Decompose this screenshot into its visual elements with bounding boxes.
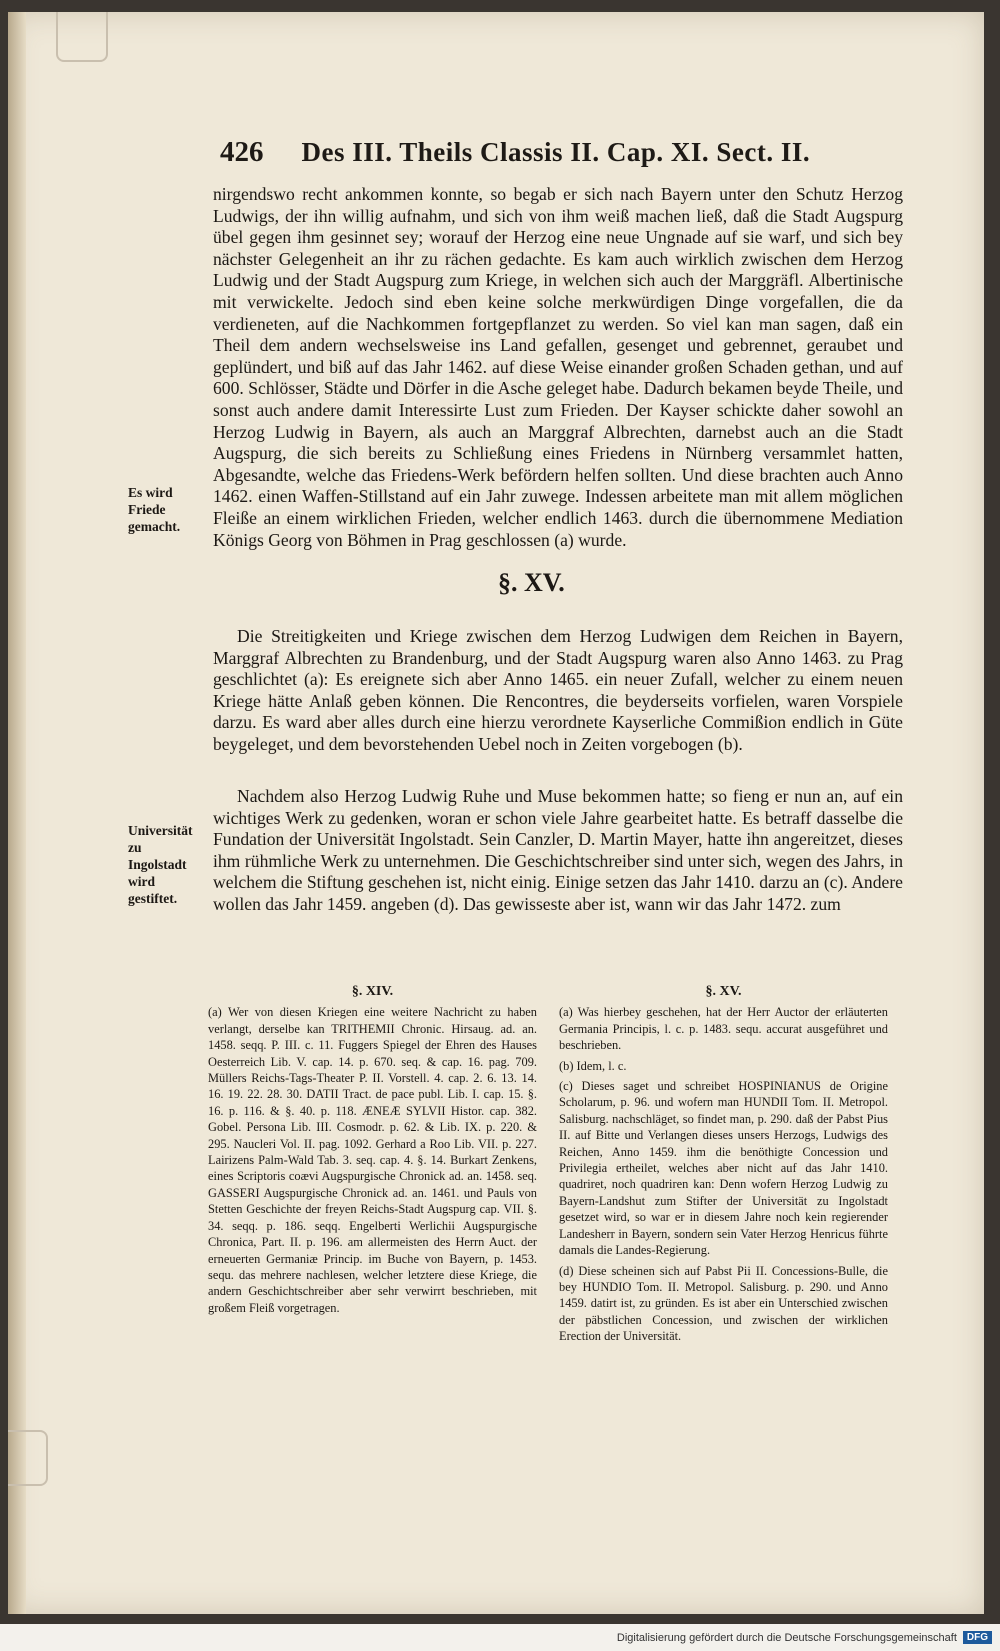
footnotes-right-column [559,984,888,1349]
running-title: Des III. Theils Classis II. Cap. XI. Sect. II. [301,137,811,167]
bottom-clip-mark [8,1430,48,1486]
section-heading: §. XV. [498,568,565,597]
book-page [8,12,984,1614]
top-clip-mark [56,12,108,62]
dfg-logo: DFG [963,1631,992,1644]
footnote-entry: (b) Idem, l. c. [559,1058,627,1073]
page-spine-edge [8,12,26,1614]
body-paragraph-2: Die Streitigkeiten und Kriege zwischen dem Herzog Ludwigen dem Reichen in Bayern, Marggraf Albrechten zu Brandenburg, und der Stadt Augspurg waren also Anno 1463. zu Prag geschlichtet (a): Es ereignete sich aber Anno 1465. ein neuer Zufall, welcher zu einem neuen Kriege hätte Anlaß geben können. Die Rencontres, die beyderseits vorfielen, waren Vorspiele darzu. Es ward aber alles durch eine hierzu verordnete Kayserliche Commißion endlich in Güte beygeleget, und dem bevorstehenden Uebel noch in Zeiten vorgebogen (b). [213,626,903,754]
margin-note-university: Universität zu Ingolstadt wird gestiftet. [128,823,193,906]
footnote-heading-right: §. XV. [705,984,742,999]
page-header [220,136,900,169]
footer-credit-text: Digitalisierung gefördert durch die Deutsche Forschungsgemeinschaft [616,1631,957,1644]
footnote-entry: (c) Dieses saget und schreibet HOSPINIANUS de Origine Scholarum, p. 96. und wofern man HUNDII Tom. II. Metropol. Salisburg. nachschläget, so findet man, p. 290. daß der Pabst Pius II. auf Bitte und Verlangen dieses unsers Herzogs, Ludwigs des Reichen, Anno 1459. ihm die benöthigte Concession und Privilegia ertheilet, welches aber nicht auf das Jahr 1410. quadriret, noch quadriren kan: Denn wofern Herzog Ludwig zu Bayern-Landshut zum Stifter der Universität zu Ingolstadt gesetzet wird, so war er in diesem Jahre noch kein regierender Landesherr in Bayern, sondern sein Vater Herzog Henricus führte damals die Landes-Regierung. [559,1079,888,1258]
footnote-entry: (a) Was hierbey geschehen, hat der Herr Auctor der erläuterten Germania Principis, l. c. p. 1483. sequ. accurat ausgeführet und beschrieben. [559,1005,888,1053]
footnote-entry: (d) Diese scheinen sich auf Pabst Pii II. Concessions-Bulle, die bey HUNDIO Tom. II. Metropol. Salisburg. p. 290. und Anno 1459. datirt ist, zu gründen. Es ist aber ein Unterschied zwischen der päbstlichen Concession, und zwischen der wirklichen Erection der Universität. [559,1263,888,1344]
page-number: 426 [220,136,264,168]
digitization-footer [0,1624,1000,1651]
footnotes-left-column [208,984,537,1349]
footnotes [208,984,888,1349]
footnote-entry: (a) Wer von diesen Kriegen eine weitere Nachricht zu haben verlangt, derselbe kan TRITHEMII Chronic. Hirsaug. ad. an. 1458. seqq. P. III. c. 11. Fuggers Spiegel der Ehren des Hauses Oesterreich Lib. V. cap. 14. p. 670. seq. & cap. 16. pag. 709. Müllers Reichs-Tags-Theater P. II. Vorstell. 4. cap. 2. 6. 13. 14. 16. 19. 22. 28. 30. DATII Tract. de pace publ. Lib. I. cap. 15. §. 16. p. 116. & §. 40. p. 118. ÆNEÆ SYLVII Histor. cap. 382. Gobel. Persona Lib. III. Cosmodr. p. 62. & Lib. IX. p. 220. & 295. Naucleri Vol. II. pag. 1092. Gerhard a Roo Lib. VII. p. 227. Lairizens Palm-Wald Tab. 3. seq. cap. 4. §. 14. Burkart Zenkens, eines Scriptoris coævi Augspurgische Chronick ad. an. 1458. seq. GASSERI Augspurgische Chronick ad. an. 1461. und Pauls von Stetten Geschichte der freyen Reichs-Stadt Augspurg cap. VII. §. 34. seqq. p. 186. seqq. Engelberti Werlichii Augspurgische Chronica, Part. II. p. 196. am allermeisten des Herrn Auct. der erneuerten Germaniæ Princip. im Buche von Bayern, p. 1453. sequ. das mehrere nachlesen, welcher letztere diese Kriege, die andern Geschichtschreiber aber sehr verwirrt beschrieben, mit großem Fleiß vorgetragen. [208,1005,537,1315]
margin-note-peace: Es wird Friede gemacht. [128,485,181,534]
footnote-heading-left: §. XIV. [351,984,394,999]
body-paragraph-1: nirgendswo recht ankommen konnte, so begab er sich nach Bayern unter den Schutz Herzog Ludwigs, der ihn willig aufnahm, und sich von ihm weiß machen ließ, daß die Stadt Augspurg übel gegen ihm gesinnet sey; worauf der Herzog eine neue Ungnade auf sie warf, und sich bey nächster Gelegenheit an ihr zu rächen gedachte. Es kam auch wirklich zwischen dem Herzog Ludwig und der Stadt Augspurg zum Kriege, in welchen sich auch der Marggräfl. Albertinische mit verwickelte. Jedoch sind eben keine solche merkwürdigen Dinge vorgefallen, die da verdieneten, auf die Nachkommen fortgepflanzet zu werden. So viel kan man sagen, daß ein Theil dem andern wechselsweise ins Land gefallen, gesenget und gebrennet, geraubet und geplündert, und biß auf das Jahr 1462. auf diese Weise einander großen Schaden gethan, und auf 600. Schlösser, Städte und Dörfer in die Asche geleget habe. Dadurch bekamen beyde Theile, und sonst auch andere damit Interessirte Lust zum Frieden. Der Kayser schickte daher sowohl an Herzog Ludwig in Bayern, als auch an Marggraf Albrechten, darnebst auch an die Stadt Augspurg, die sich bereits zu Schließung eines Friedens in Nürnberg versammlet hatten, Abgesandte, welche das Friedens-Werk befördern helfen sollten. Und diese brachten auch Anno 1462. einen Waffen-Stillstand auf ein Jahr zuwege. Indessen arbeitete man mit allem möglichen Fleiße an einem wirklichen Frieden, welcher endlich 1463. durch die übernommene Mediation Königs Georg von Böhmen in Prag geschlossen (a) wurde. [213,184,903,550]
body-paragraph-3: Nachdem also Herzog Ludwig Ruhe und Muse bekommen hatte; so fieng er nun an, auf ein wichtiges Werk zu gedenken, woran er schon viele Jahre gearbeitet hatte. Es betraff dasselbe die Fundation der Universität Ingolstadt. Sein Canzler, D. Martin Mayer, hatte ihn angereitzet, dieses ihm rühmliche Werk zu unternehmen. Die Geschichtschreiber sind unter sich, wegen des Jahrs, in welchem die Stiftung geschehen ist, nicht einig. Einige setzen das Jahr 1410. darzu an (c). Andere wollen das Jahr 1459. angeben (d). Das gewisseste aber ist, wann wir das Jahr 1472. zum [213,786,903,914]
